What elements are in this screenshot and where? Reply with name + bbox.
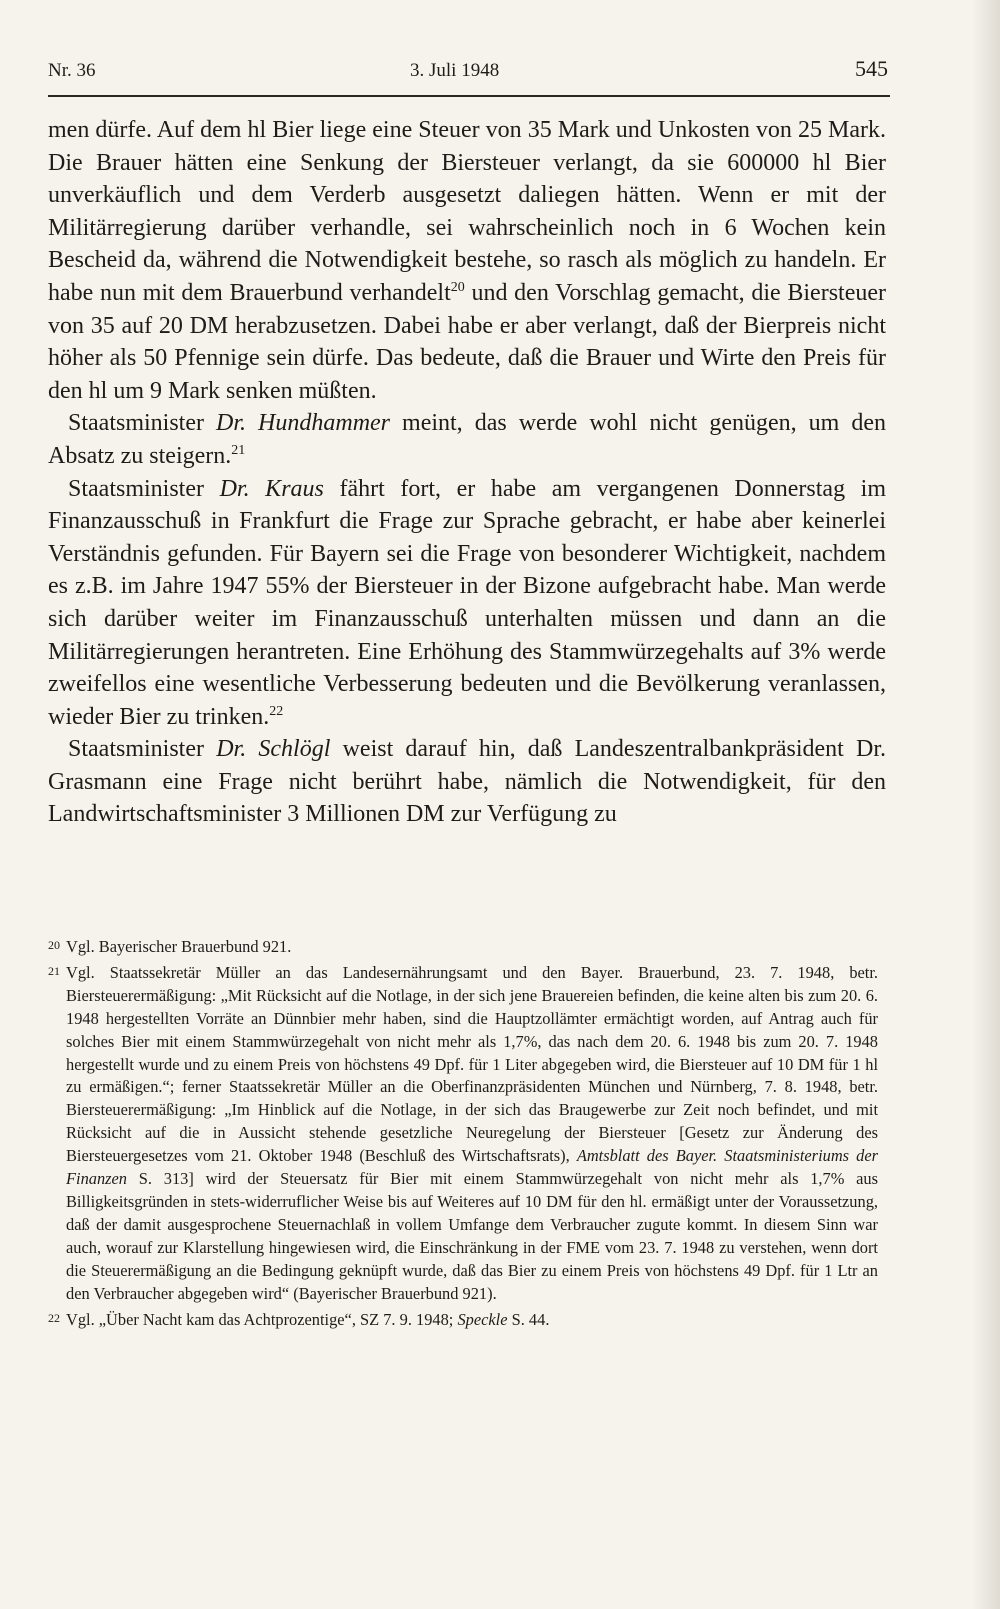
footnote-citation-title: Amtsblatt des Bayer. Staatsministeriums der Finanzen (66, 1146, 878, 1189)
paragraph-4-lead: Staatsminister (68, 736, 217, 763)
paragraph-2 (48, 407, 886, 472)
footnote-ref-20: 20 (450, 279, 465, 295)
page-number: 545 (855, 56, 888, 81)
footnote-21 (48, 962, 878, 1306)
footnote-text: Vgl. Staatssekretär Müller an das Landesernährungsamt und den Bayer. Brauerbund, 23. 7. 1948, betr. Biersteuerermäßigung: „Mit Rücksicht auf die Notlage, in der sich jene Brauereien befinden, die keine alten bis zum 20. 6. 1948 hergestellten Vorräte an Dünnbier mehr haben, sind die Hauptzollämter ermächtigt worden, auf Antrag auch für solches Bier mit einem Stammwürzegehalt von nicht mehr als 1,7%, das nach dem 20. 6. 1948 bis zum 20. 7. 1948 hergestellt wurde und zu einem Preis von höchstens 49 Dpf. für 1 Liter abgegeben wird, die Biersteuer auf 10 DM für 1 hl zu ermäßigen.“; ferner Staatssekretär Müller an die Oberfinanzpräsidenten München und Nürnberg, 7. 8. 1948, betr. Biersteuerermäßigung: „Im Hinblick auf die Notlage, in der sich das Braugewerbe zur Zeit noch befindet, und mit Rücksicht auf die in Aussicht stehende gesetzliche Neuregelung der Biersteuer [Gesetz zur Änderung des Biersteuergesetzes vom 21. Oktober 1948 (Beschluß des Wirtschaftsrats), (66, 962, 878, 1166)
footnote-20 (48, 936, 878, 959)
paragraph-4-text: weist darauf hin, daß Landeszentralbankpräsident Dr. Grasmann eine Frage nicht berührt habe, nämlich die Notwendigkeit, für den Landwirtschaftsminister 3 Millionen DM zur Verfügung zu (48, 736, 887, 828)
footnote-citation-author: Speckle (457, 1309, 508, 1329)
footnote-text-cont: S. 44. (507, 1309, 550, 1329)
paragraph-1 (48, 114, 886, 407)
paragraph-3-text: fährt fort, er habe am vergangenen Donnerstag im Finanzausschuß in Frankfurt die Frage zur Sprache gebracht, er habe aber keinerlei Verständnis gefunden. Für Bayern sei die Frage von besonderer Wichtigkeit, nachdem es z.B. im Jahre 1947 55% der Biersteuer in der Bizone aufgebracht habe. Man werde sich darüber weiter im Finanzausschuß unterhalten müssen und dann an die Militärregierungen herantreten. Eine Erhöhung des Stammwürzegehalts auf 3% werde zweifellos eine wesentliche Verbesserung bedeuten und die Bevölkerung veranlassen, wieder Bier zu trinken. (48, 475, 886, 730)
paragraph-4 (48, 733, 886, 831)
footnote-text-cont: S. 313] wird der Steuersatz für Bier mit einem Stammwürzegehalt von nicht mehr als 1,7% aus Billigkeitsgründen in stets-widerruflicher Weise bis auf Weiteres auf 10 DM für den hl. ermäßigt unter der Voraussetzung, daß der damit ausgesprochene Steuernachlaß in vollem Umfange dem Verbraucher zugute kommt. In diesem Sinn war auch, worauf zur Klarstellung hingewiesen wird, die Einschränkung in der FME vom 23. 7. 1948 zu verstehen, wenn dort die Steuerermäßigung an die Bedingung geknüpft wurde, daß das Bier zu einem Preis von höchstens 49 Dpf. für 1 Ltr an den Verbraucher abgegeben wird“ (Bayerischer Brauerbund 921). (66, 1169, 878, 1303)
header-rule (48, 95, 890, 97)
footnotes (48, 936, 878, 1334)
paragraph-2-lead: Staatsminister (68, 410, 216, 437)
speaker-name: Dr. Hundhammer (216, 410, 391, 437)
issue-number: Nr. 36 (48, 60, 96, 81)
footnote-number: 20 (48, 938, 60, 952)
speaker-name: Dr. Schlögl (216, 736, 331, 763)
paragraph-1-text: men dürfe. Auf dem hl Bier liege eine Steuer von 35 Mark und Unkosten von 25 Mark. Die Brauer hätten eine Senkung der Biersteuer verlangt, da sie 600000 hl Bier unverkäuflich und dem Verderb ausgesetzt daliegen hätten. Wenn er mit der Militärregierung darüber verhandle, sei wahrscheinlich noch in 6 Wochen kein Bescheid da, während die Notwendigkeit bestehe, so rasch als möglich zu handeln. Er habe nun mit dem Brauerbund verhandelt (48, 117, 886, 306)
footnote-number: 22 (48, 1310, 60, 1325)
header-date: 3. Juli 1948 (410, 60, 500, 81)
footnote-number: 21 (48, 963, 60, 978)
page-edge-shadow (972, 0, 1000, 1609)
footnote-text: Vgl. „Über Nacht kam das Achtprozentige“, SZ 7. 9. 1948; (66, 1309, 458, 1329)
main-text (48, 114, 886, 831)
paragraph-3 (48, 473, 886, 734)
paragraph-1-text-cont: und den Vorschlag gemacht, die Biersteuer von 35 auf 20 DM herabzusetzen. Dabei habe er aber verlangt, daß der Bierpreis nicht höher als 50 Pfennige sein dürfe. Das bedeute, daß die Brauer und Wirte den Preis für den hl um 9 Mark senken müßten. (48, 279, 886, 404)
footnote-ref-21: 21 (231, 442, 246, 458)
speaker-name: Dr. Kraus (219, 475, 324, 502)
paragraph-3-lead: Staatsminister (68, 475, 220, 502)
footnote-text: Vgl. Bayerischer Brauerbund 921. (66, 937, 292, 956)
paragraph-2-text: meint, das werde wohl nicht genügen, um den Absatz zu steigern. (48, 410, 887, 469)
footnote-ref-22: 22 (269, 703, 284, 719)
footnote-22 (48, 1309, 878, 1332)
running-header (48, 56, 888, 86)
